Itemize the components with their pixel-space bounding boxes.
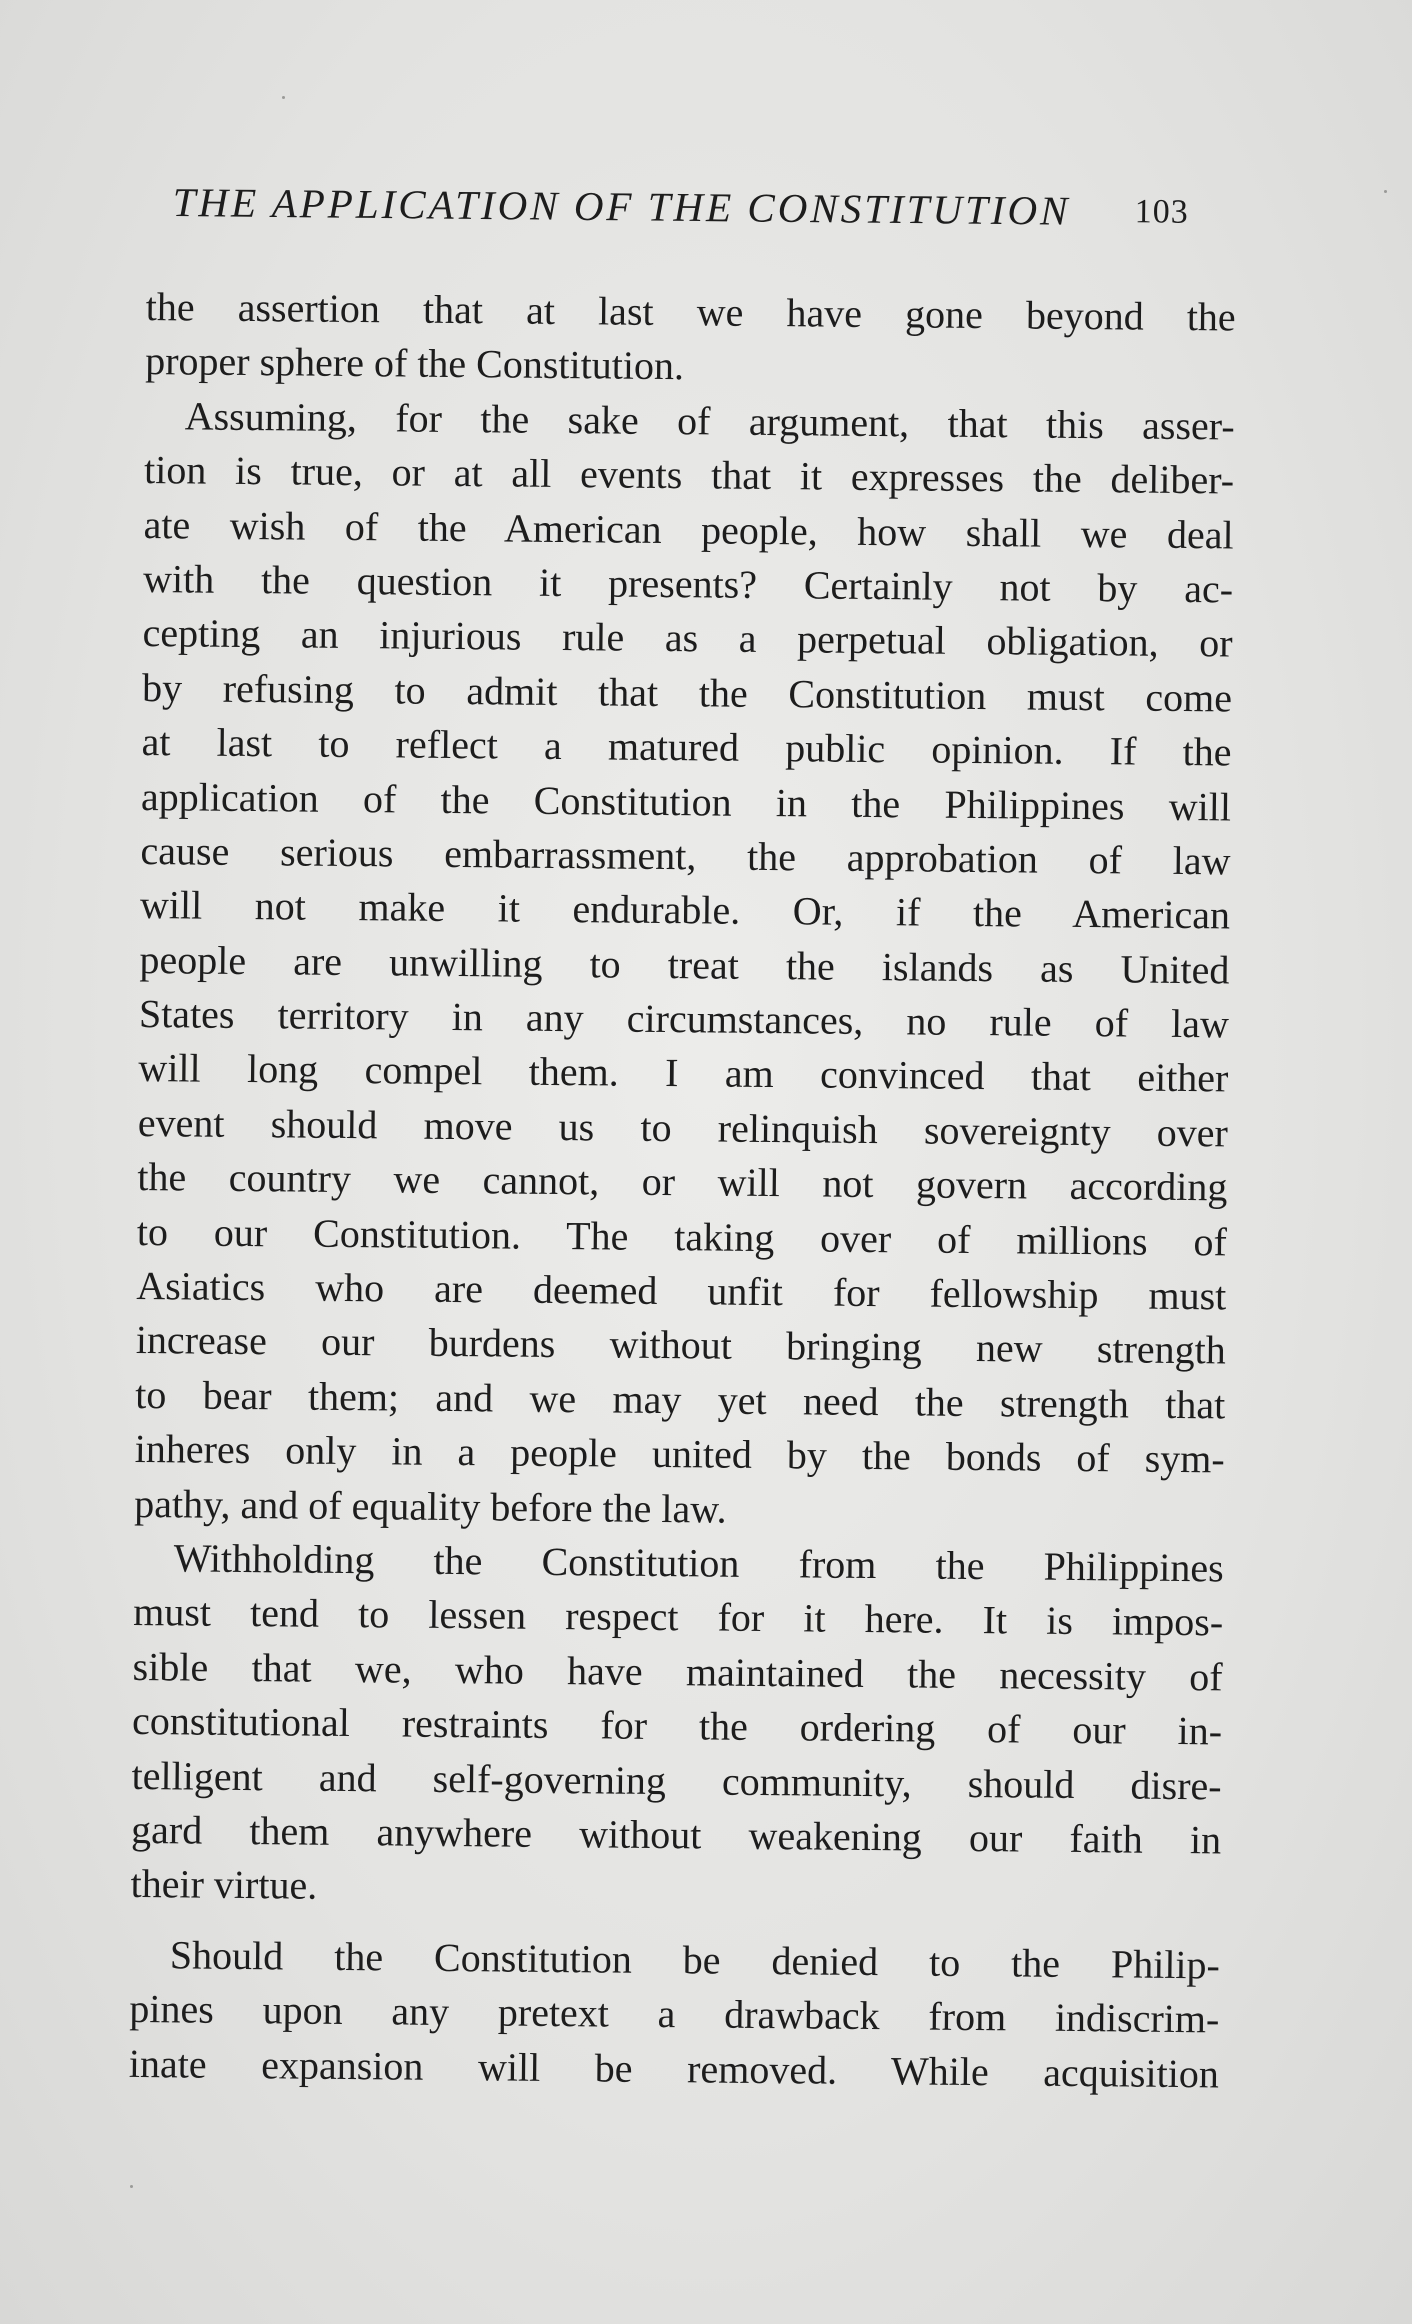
text-line: people are unwilling to treat the islands as United xyxy=(139,936,1230,993)
text-line: to bear them; and we may yet need the strength that xyxy=(135,1371,1226,1428)
text-line: States territory in any circumstances, no rule of law xyxy=(138,991,1230,1047)
text-line: must tend to lessen respect for it here. It is impos- xyxy=(132,1589,1224,1645)
text-line: to our Constitution. The taking over of millions of xyxy=(136,1208,1228,1265)
page-number: 103 xyxy=(1134,193,1189,231)
text-line: by refusing to admit that the Constitution must come xyxy=(141,664,1233,721)
text-line: telligent and self-governing community, should disre- xyxy=(131,1752,1222,1808)
text-line: will not make it endurable. Or, if the American xyxy=(139,882,1231,938)
text-line: their virtue. xyxy=(130,1861,318,1909)
text-line: Withholding the Constitution from the Philippines xyxy=(173,1535,1224,1591)
paragraph xyxy=(129,1928,1221,2102)
text-line: increase our burdens without bringing new strength xyxy=(135,1317,1226,1373)
text-line: Asiatics who are deemed unfit for fellowship must xyxy=(136,1262,1227,1319)
paper-speck xyxy=(282,96,285,99)
text-line: will long compel them. I am convinced that either xyxy=(138,1045,1229,1101)
text-line: the country we cannot, or will not govern according xyxy=(137,1154,1228,1210)
text-line: tion is true, or at all events that it expresses the deliber- xyxy=(143,447,1235,503)
text-line: proper sphere of the Constitution. xyxy=(145,338,685,389)
text-line: inheres only in a people united by the bonds of sym- xyxy=(134,1426,1225,1482)
text-line: with the question it presents? Certainly not by ac- xyxy=(142,555,1234,612)
text-line: event should move us to relinquish sovereignty over xyxy=(137,1099,1229,1156)
paragraph xyxy=(134,389,1235,1542)
running-title: THE APPLICATION OF THE CONSTITUTION xyxy=(172,178,1071,234)
text-line: constitutional restraints for the ordering of our in- xyxy=(131,1698,1223,1754)
paper-speck xyxy=(1384,190,1387,193)
text-line: sible that we, who have maintained the necessity of xyxy=(132,1643,1223,1700)
paragraph xyxy=(145,280,1236,399)
text-line: cepting an injurious rule as a perpetual obligation, or xyxy=(142,610,1233,666)
text-line: pines upon any pretext a drawback from indiscrim- xyxy=(129,1986,1220,2042)
running-header xyxy=(172,178,1253,248)
text-line: Should the Constitution be denied to the Philip- xyxy=(169,1932,1221,1988)
paragraph xyxy=(130,1531,1224,1922)
text-line: at last to reflect a matured public opinion. If the xyxy=(141,719,1232,775)
text-line: cause serious embarrassment, the approbation of law xyxy=(140,827,1231,884)
text-line: Assuming, for the sake of argument, that this asser- xyxy=(184,393,1235,449)
text-line: ate wish of the American people, how shall we deal xyxy=(143,501,1234,558)
text-line: application of the Constitution in the Philippines will xyxy=(140,773,1232,829)
text-line: inate expansion will be removed. While acquisition xyxy=(128,2040,1220,2096)
text-line: pathy, and of equality before the law. xyxy=(134,1480,727,1532)
text-line: gard them anywhere without weakening our faith in xyxy=(130,1806,1222,1863)
body-text xyxy=(129,280,1236,2101)
paper-speck xyxy=(130,2185,133,2188)
text-line: the assertion that at last we have gone beyond the xyxy=(145,283,1236,340)
